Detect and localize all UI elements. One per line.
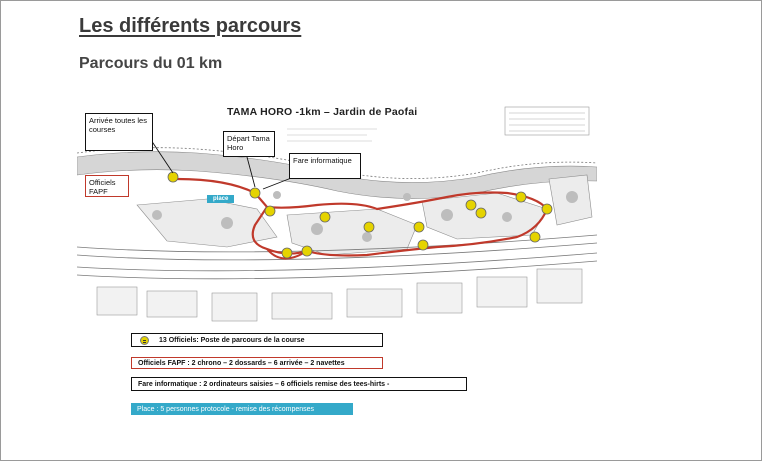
course-map <box>77 97 597 333</box>
smiley-icon <box>168 172 178 182</box>
smiley-icon <box>418 240 428 250</box>
smiley-icon <box>302 246 312 256</box>
smiley-icon <box>364 222 374 232</box>
smiley-icon <box>530 232 540 242</box>
legend-fare-text: Fare informatique : 2 ordinateurs saisies – 6 officiels remise des tees-hirts - <box>138 380 390 388</box>
place-tag: place <box>207 195 234 203</box>
smiley-icon <box>476 208 486 218</box>
callout-officiels-text: Officiels FAPF <box>89 178 116 196</box>
legend-officiels-text: 13 Officiels: Poste de parcours de la course <box>159 336 305 344</box>
smiley-icon <box>466 200 476 210</box>
smiley-icon <box>542 204 552 214</box>
legend-fare <box>131 377 467 391</box>
page-title: Les différents parcours <box>79 15 302 37</box>
smiley-icon <box>250 188 260 198</box>
callout-fare <box>289 153 361 179</box>
smiley-icon <box>516 192 526 202</box>
callout-officiels <box>85 175 129 197</box>
smiley-icon <box>282 248 292 258</box>
legend-place-text: Place : 5 personnes protocole - remise des récompenses <box>137 405 315 413</box>
callout-depart <box>223 131 275 157</box>
smiley-icon <box>140 336 149 345</box>
smiley-icon <box>265 206 275 216</box>
legend-fapf <box>131 357 383 369</box>
page-subtitle: Parcours du 01 km <box>79 55 223 72</box>
callout-arrivee <box>85 113 153 151</box>
legend-fapf-text: Officiels FAPF : 2 chrono – 2 dossards – 6 arrivée – 2 navettes <box>138 359 345 367</box>
smiley-icon <box>320 212 330 222</box>
legend-officiels <box>131 333 383 347</box>
callout-depart-text: Départ Tama Horo <box>227 134 270 152</box>
map-title: TAMA HORO -1km – Jardin de Paofai <box>227 106 418 118</box>
callout-fare-text: Fare informatique <box>293 156 352 165</box>
map-drawing <box>77 97 597 333</box>
legend-place <box>131 403 353 415</box>
callout-arrivee-text: Arrivée toutes les courses <box>89 116 147 134</box>
smiley-icon <box>414 222 424 232</box>
